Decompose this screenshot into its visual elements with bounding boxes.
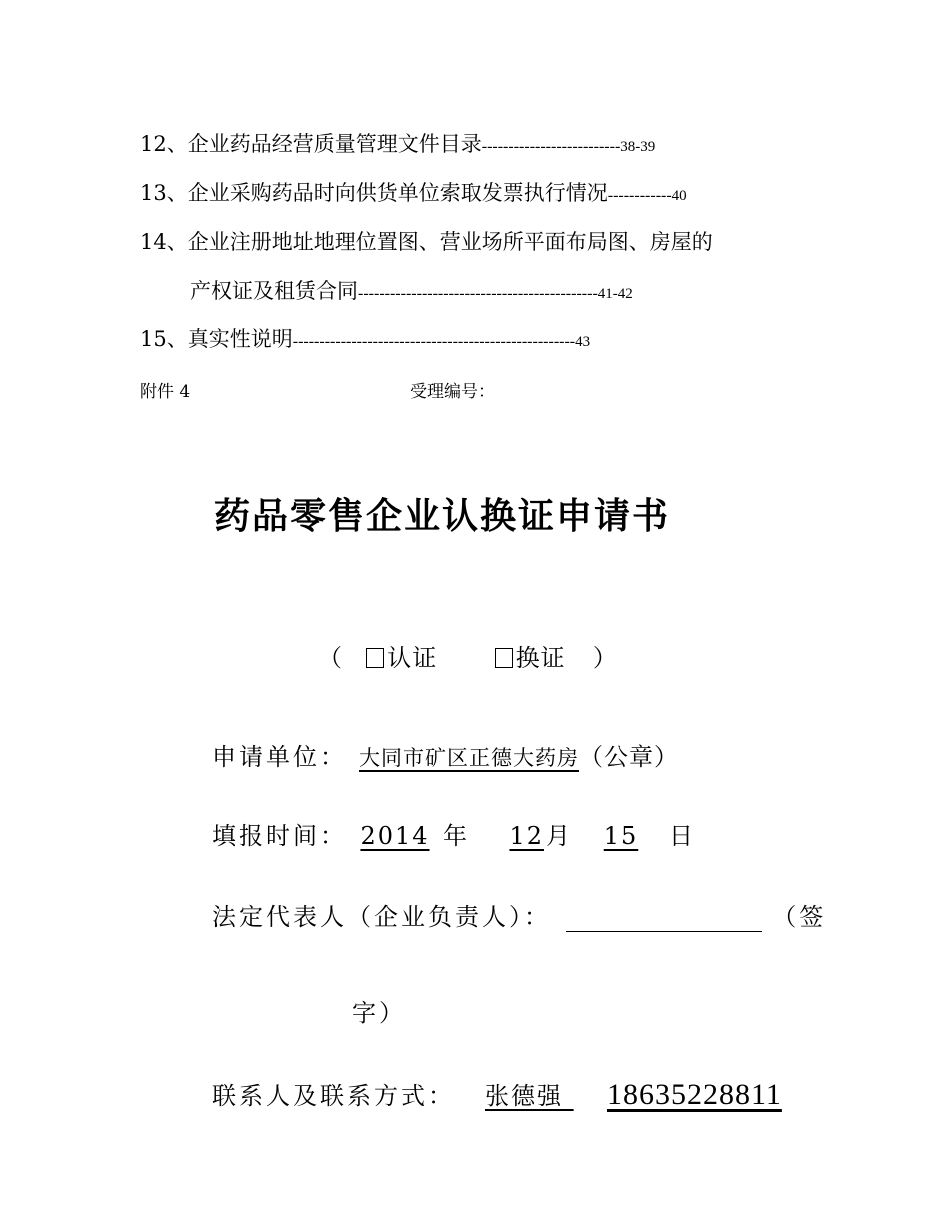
applicant-suffix: （公章）: [579, 743, 679, 771]
acceptance-number-label: 受理编号：: [410, 382, 495, 402]
toc-item-14-text-cont: 产权证及租赁合同: [190, 279, 358, 303]
month-unit: 月: [546, 822, 573, 850]
toc-item-12-text: 12、企业药品经营质量管理文件目录: [140, 132, 482, 156]
application-type-options: [318, 638, 618, 673]
day-unit: 日: [669, 822, 696, 850]
open-paren: （: [318, 644, 343, 672]
sign-close: 字）: [352, 999, 406, 1027]
contact-name[interactable]: 张德强: [485, 1082, 563, 1110]
date-label: 填报时间：: [212, 822, 347, 850]
toc-item-15-pages: 43: [575, 334, 591, 350]
toc-item-14-text: 14、企业注册地址地理位置图、营业场所平面布局图、房屋的: [140, 230, 713, 254]
toc-item-15-text: 15、真实性说明: [140, 327, 293, 351]
toc-item-13-text: 13、企业采购药品时向供货单位索取发票执行情况: [140, 181, 608, 205]
toc-item-12-dashes: --------------------------: [481, 138, 621, 155]
document-title: 药品零售企业认换证申请书: [214, 496, 671, 537]
contact-gap: [563, 1082, 607, 1110]
toc-item-15-dashes: -----------------------------------------------------: [292, 333, 576, 350]
legal-rep-row: [212, 897, 826, 932]
toc-item-14-pages: 41-42: [597, 286, 633, 302]
applicant-value[interactable]: 大同市矿区正德大药房: [359, 746, 579, 770]
toc-item-12-pages: 38-39: [620, 139, 656, 155]
contact-label: 联系人及联系方式：: [212, 1082, 455, 1110]
toc-item-13: [140, 183, 687, 204]
applicant-row: [212, 737, 679, 772]
toc-item-14-line1: [140, 232, 713, 253]
certification-label: 认证: [387, 644, 438, 672]
toc-item-14-line2: [190, 281, 633, 302]
toc-item-15: [140, 329, 590, 350]
toc-item-13-pages: 40: [671, 188, 687, 204]
toc-item-13-dashes: ------------: [607, 187, 672, 204]
year-unit: 年: [443, 822, 470, 850]
certification-checkbox[interactable]: [366, 648, 384, 668]
month-field[interactable]: 12: [509, 822, 544, 850]
renewal-checkbox[interactable]: [495, 648, 513, 668]
day-field[interactable]: 15: [603, 822, 639, 850]
toc-item-14-dashes: ---------------------------------------------: [358, 285, 598, 302]
signature-line[interactable]: [566, 905, 762, 932]
contact-phone[interactable]: 18635228811: [607, 1078, 782, 1111]
sign-open: （签: [772, 903, 827, 931]
date-row: [212, 816, 696, 851]
legal-rep-label: 法定代表人（企业负责人）：: [212, 903, 551, 931]
year-field[interactable]: 2014: [360, 822, 430, 850]
toc-item-12: [140, 134, 655, 155]
contact-row: [212, 1076, 782, 1112]
close-paren: ）: [592, 644, 618, 672]
attachment-label: 附件 4: [140, 382, 191, 402]
applicant-label: 申请单位：: [212, 743, 347, 771]
renewal-label: 换证: [515, 644, 566, 672]
